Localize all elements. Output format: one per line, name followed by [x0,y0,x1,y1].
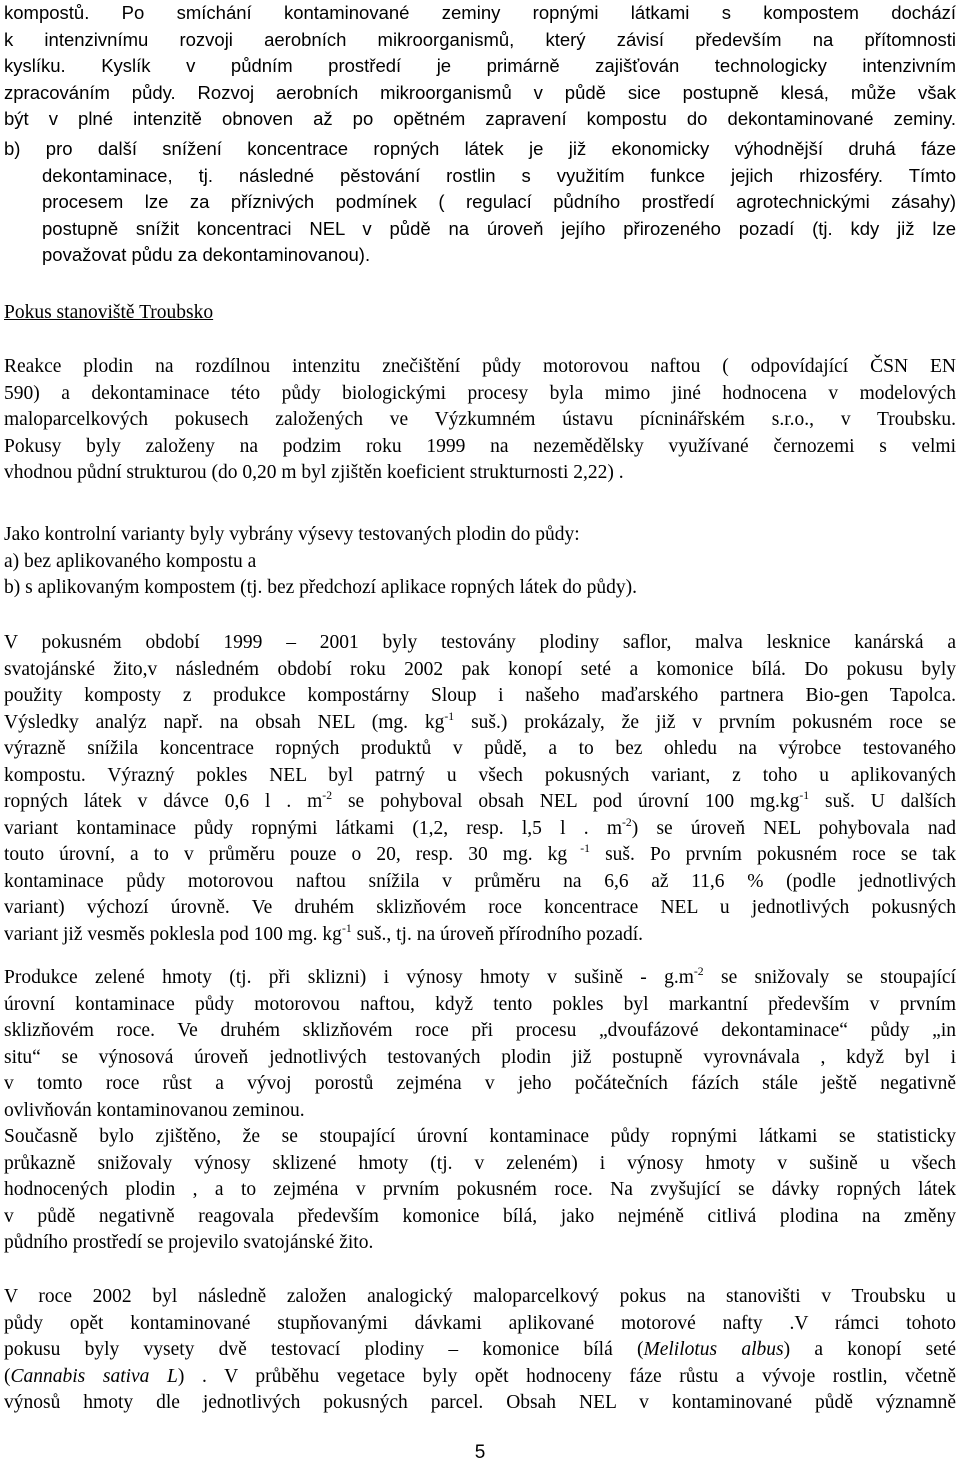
list-item-b [4,136,956,163]
text-line: Jako kontrolní varianty byly vybrány výsevy testovaných plodin do půdy: [4,524,580,545]
text-line: (Cannabis sativa L) . V průběhu vegetace byly opět hodnoceny fáze růstu a vývoje rostlin, včetně [4,1365,956,1387]
text-line: úrovní kontaminace půdy motorovou naftou, když tento pokles byl markantní především v prvním [4,993,956,1015]
text-line: Produkce zelené hmoty (tj. při sklizni) i výnosy hmoty v sušině - $g.m^{-2}$ se snižovaly se stoupající [4,965,956,988]
text-line: v tomto roce růst a vývoj porostů zejména v jeho počátečních fázích stále ještě negativně [4,1073,956,1094]
text-line: kompostu. Výrazný pokles NEL byl patrný u všech pokusných variant, z toho u aplikovaných [4,764,956,786]
text-line: b) s aplikovaným kompostem (tj. bez předchozí aplikace ropných látek do půdy). [4,577,638,598]
text-line: variant) výchozí úrovně. Ve druhém sklizňovém roce koncentrace NEL u jednotlivých pokusných [4,897,956,918]
text-line: svatojánské žito,v následném období roku 2002 pak konopí seté a komonice bílá. Do pokusu byly [4,658,956,680]
text-line: kontaminace půdy motorovou naftou snížila v průměru na 6,6 až 11,6 % (podle jednotlivých [4,870,956,892]
text-line: sklizňovém roce. Ve druhém sklizňovém roce při procesu „dvoufázové dekontaminace“ půdy „in [4,1020,956,1041]
intro-paragraph [4,0,956,133]
text-line: půdy opět kontaminované stupňovanými dávkami aplikované motorové nafty .V rámci tohoto [4,1312,956,1334]
text-line: ropných látek v dávce 0,6 l . $m^{-2}$ se pohyboval obsah NEL pod úrovní 100 $mg.kg^{-1}$ suš. U dalších [4,789,956,812]
text-line: 590) a dekontaminace této půdy biologickými procesy byla mimo jiné hodnocena v modelových [4,382,956,404]
text-line: výrazně snížila koncentrace ropných produktů v půdě, a to bez ohledu na výrobce testovaného [4,738,956,759]
text-line: Reakce plodin na rozdílnou intenzitu znečištění půdy motorovou naftou ( odpovídající ČSN EN [4,356,956,377]
paragraph-2 [4,522,956,602]
text-line: variant již vesměs poklesla pod 100 mg. $kg^{-1}$ suš., tj. na úroveň přírodního pozadí. [4,921,644,945]
text-line: maloparcelkových pokusech založených ve Výzkumném ústavu pícninářském s.r.o., v Troubsku. [4,409,956,430]
text-line: zpracováním půdy. Rozvoj aerobních mikroorganismů v půdě sice postupně klesá, může však [4,81,956,103]
text-line: Pokusy byly založeny na podzim roku 1999 na nezemědělsky využívané černozemi s velmi [4,435,956,457]
text-line: kompostů. Po smíchání kontaminované zeminy ropnými látkami s kompostem dochází [4,2,956,23]
text-line: Současně bylo zjištěno, že se stoupající úrovní kontaminace půdy ropnými látkami se statisticky [4,1126,956,1147]
heading-text: Pokus stanoviště Troubsko [4,302,214,323]
text-line: použity komposty z produkce kompostárny Sloup i našeho maďarského partnera Bio-gen Tapolca. [4,685,956,706]
paragraph-1 [4,354,956,487]
paragraph-3 [4,630,956,948]
text-line: průkazně snižovaly výnosy sklizené hmoty (tj. v zeleném) i výnosy hmoty v sušině u všech [4,1152,956,1174]
text-line: pokusu byly vysety dvě testovací plodiny – komonice bílá (Melilotus albus) a konopí seté [4,1339,956,1360]
text-line: V roce 2002 byl následně založen analogický maloparcelkový pokus na stanovišti v Troubsku u [4,1286,956,1307]
text-line: půdního prostředí se projevilo svatojánské žito. [4,1232,374,1253]
text-line: b) pro další snížení koncentrace ropných látek je již ekonomicky výhodnější druhá fáze [4,138,956,159]
text-line: k intenzivnímu rozvoji aerobních mikroorganismů, který závisí především na přítomnosti [4,28,956,50]
paragraph-5 [4,1124,956,1257]
paragraph-6 [4,1284,956,1417]
section-heading [4,300,956,327]
text-line: vhodnou půdní strukturou (do 0,20 m byl zjištěn koeficient strukturnosti 2,22) . [4,462,624,483]
text-line: variant kontaminace půdy ropnými látkami (1,2, resp. l,5 l . $m^{-2}$) se úroveň NEL pohybovala nad [4,815,956,839]
text-line: Výsledky analýz např. na obsah NEL (mg. $kg^{-1}$ suš.) prokázaly, že již v prvním pokusném roce se [4,709,956,733]
text-line: procesem lze za příznivých podmínek ( regulací půdního prostředí agrotechnickými zásahy) [42,191,956,212]
text-line: V pokusném období 1999 – 2001 byly testovány plodiny saflor, malva lesknice kanárská a [4,632,956,653]
page-number: 5 [474,1442,486,1463]
text-line: výnosů hmoty dle jednotlivých pokusných parcel. Obsah NEL v kontaminované půdě významně [4,1392,956,1413]
paragraph-4 [4,965,956,1124]
text-line: dekontaminace, tj. následné pěstování rostlin s využitím funkce jejich rhizosféry. Tímto [42,164,956,186]
text-line: touto úrovní, a to v průměru pouze o 20, resp. 30 mg. kg $^{-1}$ suš. Po prvním pokusném roce se tak [4,842,956,865]
text-line: postupně snížit koncentraci NEL v půdě na úroveň jejího přirozeného pozadí (tj. kdy již lze [42,217,956,239]
text-line: v půdě negativně reagovala především komonice bílá, jako nejméně citlivá plodina na změny [4,1205,956,1227]
text-line: ovlivňován kontaminovanou zeminou. [4,1099,305,1121]
text-line: a) bez aplikovaného kompostu a [4,550,257,572]
list-item-b-continuation [42,163,956,269]
text-line: hodnocených plodin , a to zejména v prvním pokusném roce. Na zvyšující se dávky ropných látek [4,1179,956,1200]
text-line: situ“ se výnosová úroveň jednotlivých testovaných plodin již postupně vyrovnávala , když byl i [4,1046,956,1068]
text-line: být v plné intenzitě obnoven až po opětném zapravení kompostu do dekontaminované zeminy. [4,108,956,129]
text-line: kyslíku. Kyslík v půdním prostředí je primárně zajišťován technologicky intenzivním [4,55,956,76]
text-line: považovat půdu za dekontaminovanou). [42,244,371,265]
